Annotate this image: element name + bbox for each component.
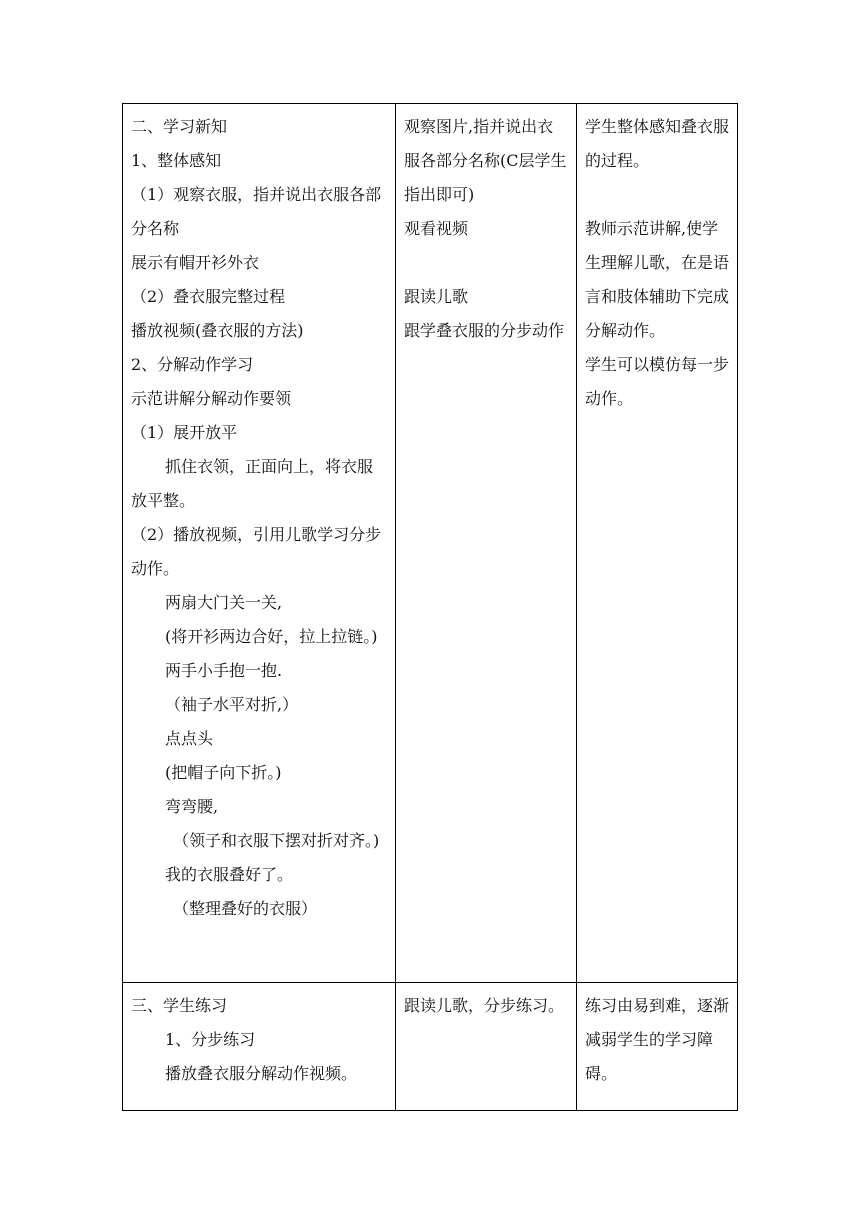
section-heading: 三、学生练习 <box>131 996 228 1015</box>
step-text: （2）叠衣服完整过程 <box>131 287 286 306</box>
table-row-learning-new-knowledge <box>123 104 738 983</box>
step-text: 示范讲解分解动作要领 <box>131 389 292 408</box>
step-text: （2）播放视频，引用儿歌学习分步动作。 <box>131 525 382 578</box>
student-activity-cell <box>396 983 577 1111</box>
teacher-activity-cell <box>123 104 396 983</box>
subsection-heading: 1、分步练习 <box>165 1030 256 1049</box>
step-text: 播放视频(叠衣服的方法) <box>131 321 304 340</box>
table-row-student-practice <box>123 983 738 1111</box>
student-activity-text: 跟学叠衣服的分步动作 <box>404 321 565 340</box>
teacher-activity-cell <box>123 983 396 1111</box>
spacer <box>585 178 729 212</box>
rhyme-note: (将开衫两边合好，拉上拉链。) <box>165 627 378 646</box>
step-text: 展示有帽开衫外衣 <box>131 253 260 272</box>
design-intent-text: 练习由易到难，逐渐减弱学生的学习障碍。 <box>585 996 730 1083</box>
rhyme-line: 点点头 <box>165 729 214 748</box>
rhyme-note: (把帽子向下折。) <box>165 763 282 782</box>
student-activity-text: 跟读儿歌，分步练习。 <box>404 996 565 1015</box>
rhyme-line: 弯弯腰, <box>165 797 219 816</box>
rhyme-note: （整理叠好的衣服） <box>173 899 318 918</box>
design-intent-cell <box>577 983 738 1111</box>
rhyme-line: 两扇大门关一关, <box>165 593 283 612</box>
student-activity-text: 观察图片,指并说出衣服各部分名称(C层学生指出即可) <box>404 117 567 204</box>
step-text: （1）展开放平 <box>131 423 238 442</box>
step-text: （1）观察衣服，指并说出衣服各部分名称 <box>131 185 382 238</box>
subsection-heading: 1、整体感知 <box>131 151 222 170</box>
rhyme-line: 我的衣服叠好了。 <box>165 865 294 884</box>
step-text: 抓住衣领，正面向上，将衣服放平整。 <box>131 457 374 510</box>
student-activity-text: 观看视频 <box>404 219 469 238</box>
rhyme-note: （袖子水平对折,） <box>165 695 299 714</box>
design-intent-text: 教师示范讲解,使学生理解儿歌，在是语言和肢体辅助下完成分解动作。 <box>585 219 730 340</box>
student-activity-text: 跟读儿歌 <box>404 287 469 306</box>
design-intent-text: 学生整体感知叠衣服的过程。 <box>585 117 730 170</box>
student-activity-cell <box>396 104 577 983</box>
lesson-plan-table <box>122 103 738 1111</box>
spacer <box>404 246 568 280</box>
rhyme-note: （领子和衣服下摆对折对齐。) <box>173 831 380 850</box>
design-intent-text: 学生可以模仿每一步动作。 <box>585 355 730 408</box>
rhyme-line: 两手小手抱一抱. <box>165 661 283 680</box>
step-text: 播放叠衣服分解动作视频。 <box>165 1064 358 1083</box>
subsection-heading: 2、分解动作学习 <box>131 355 254 374</box>
section-heading: 二、学习新知 <box>131 117 228 136</box>
design-intent-cell <box>577 104 738 983</box>
